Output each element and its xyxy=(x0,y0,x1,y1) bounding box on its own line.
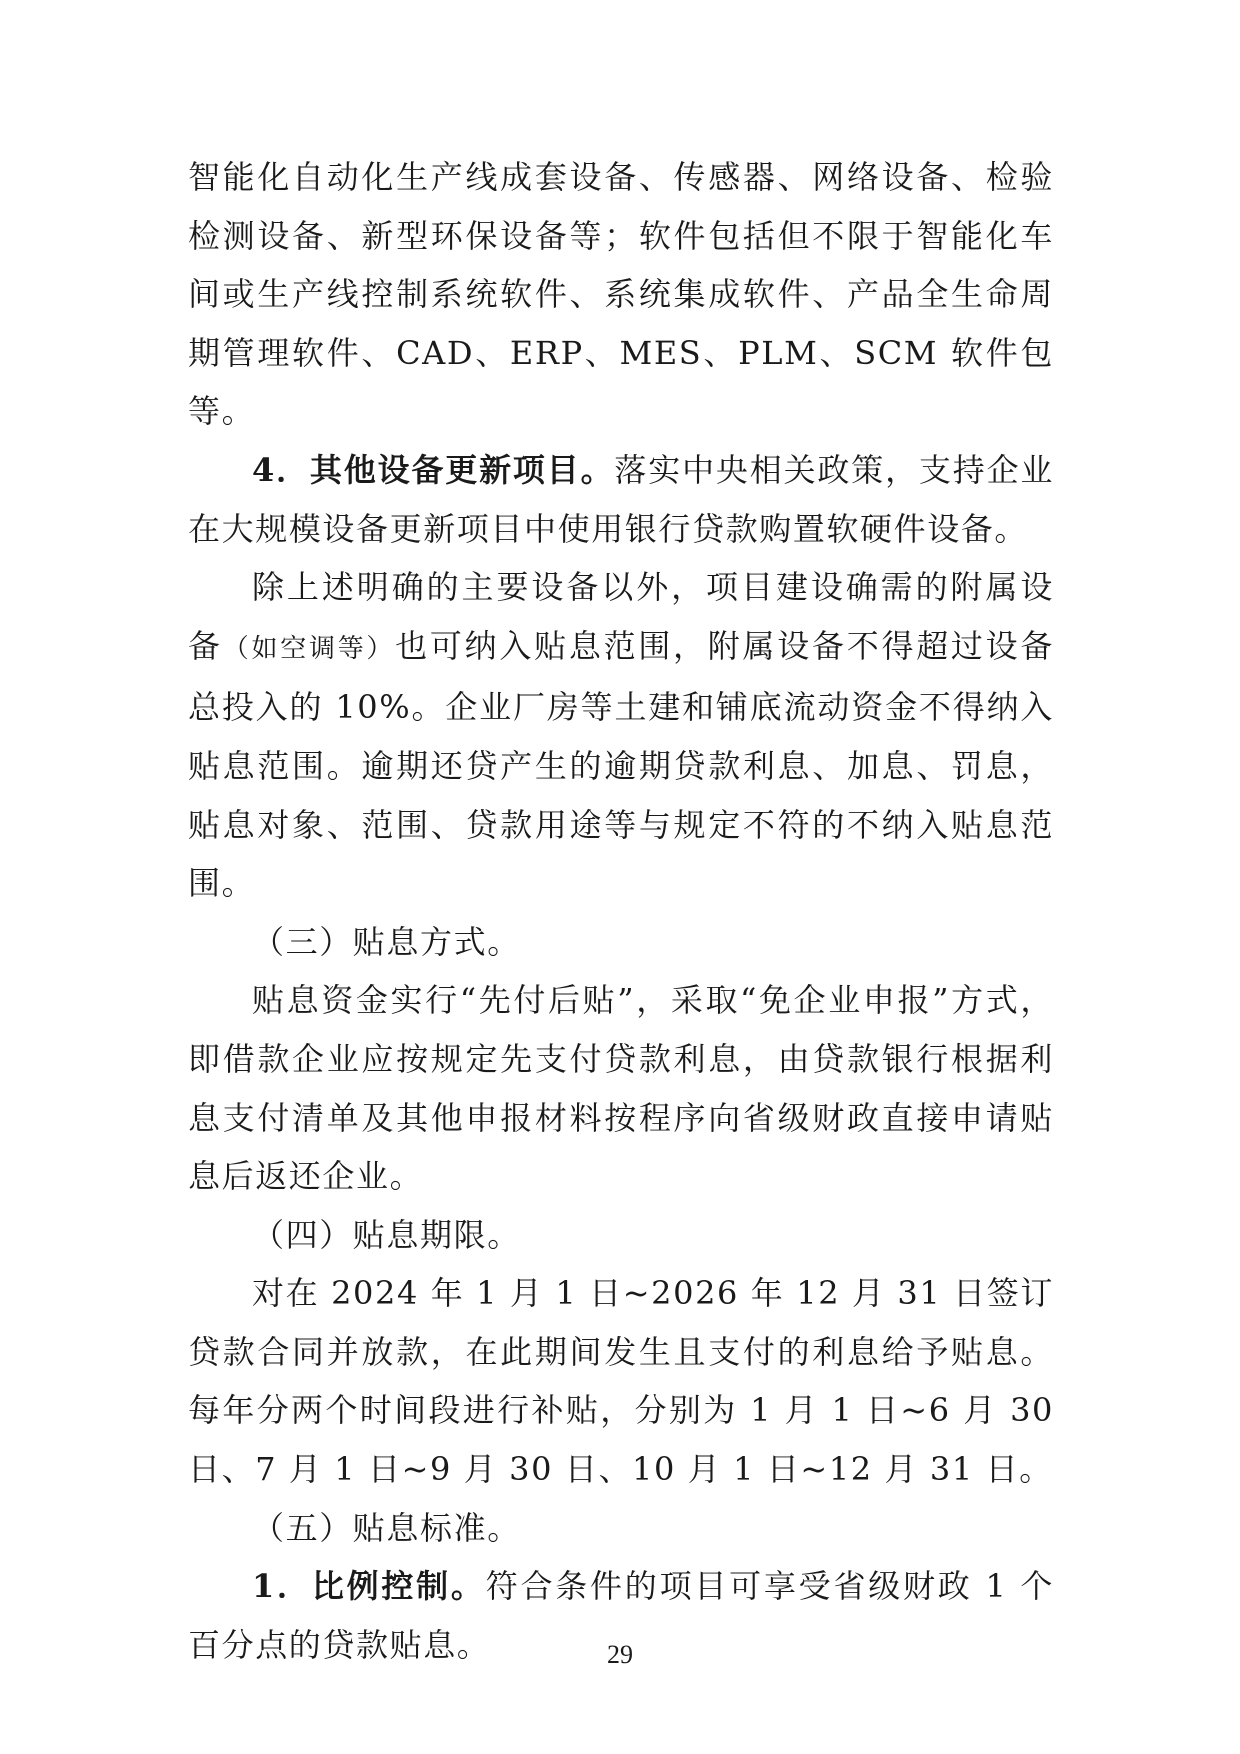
paragraph-other-equipment xyxy=(188,441,1054,558)
auxiliary-text-a: 除上述明确的主要设备以外，项目建设确需的附属设备 xyxy=(188,568,1054,665)
auxiliary-text-b: 也可纳入贴息范围，附属设备不得超过设备总投入的 10%。企业厂房等土建和铺底流动资金不得纳入贴息范围。逾期还贷产生的逾期贷款利息、加息、罚息，贴息对象、范围、贷款用途等与规定不符的不纳入贴息范围。 xyxy=(188,626,1055,903)
paragraph-subsidy-period: 对在 2024 年 1 月 1 日~2026 年 12 月 31 日签订贷款合同并放款，在此期间发生且支付的利息给予贴息。每年分两个时间段进行补贴，分别为 1 月 1 日~6 月 30 日、7 月 1 日~9 月 30 日、10 月 1 日~12 月 31 日。 xyxy=(188,1274,1054,1489)
item-text-other-equipment: 落实中央相关政策，支持企业在大规模设备更新项目中使用银行贷款购置软硬件设备。 xyxy=(188,450,1054,548)
item-heading-ratio-control: 1．比例控制。 xyxy=(252,1567,486,1606)
document-body xyxy=(188,148,1054,1674)
paragraph-subsidy-method: 贴息资金实行“先付后贴”，采取“免企业申报”方式，即借款企业应按规定先支付贷款利息，由贷款银行根据利息支付清单及其他申报材料按程序向省级财政直接申请贴息后返还企业。 xyxy=(188,981,1054,1196)
item-heading-other-equipment: 4．其他设备更新项目。 xyxy=(252,450,615,489)
paragraph-auxiliary-equipment xyxy=(188,558,1054,913)
item-text-ratio-control: 符合条件的项目可享受省级财政 1 个百分点的贷款贴息。 xyxy=(188,1567,1055,1664)
auxiliary-note: （如空调等） xyxy=(222,633,396,664)
paragraph-equipment-list: 智能化自动化生产线成套设备、传感器、网络设备、检验检测设备、新型环保设备等；软件包括但不限于智能化车间或生产线控制系统软件、系统集成软件、产品全生命周期管理软件、CAD、ERP、MES、PLM、SCM 软件包等。 xyxy=(188,158,1054,431)
section-heading-subsidy-period: （四）贴息期限。 xyxy=(252,1215,521,1254)
section-heading-subsidy-method: （三）贴息方式。 xyxy=(252,922,521,961)
section-heading-subsidy-standard: （五）贴息标准。 xyxy=(252,1508,521,1547)
page-number: 29 xyxy=(607,1640,633,1669)
